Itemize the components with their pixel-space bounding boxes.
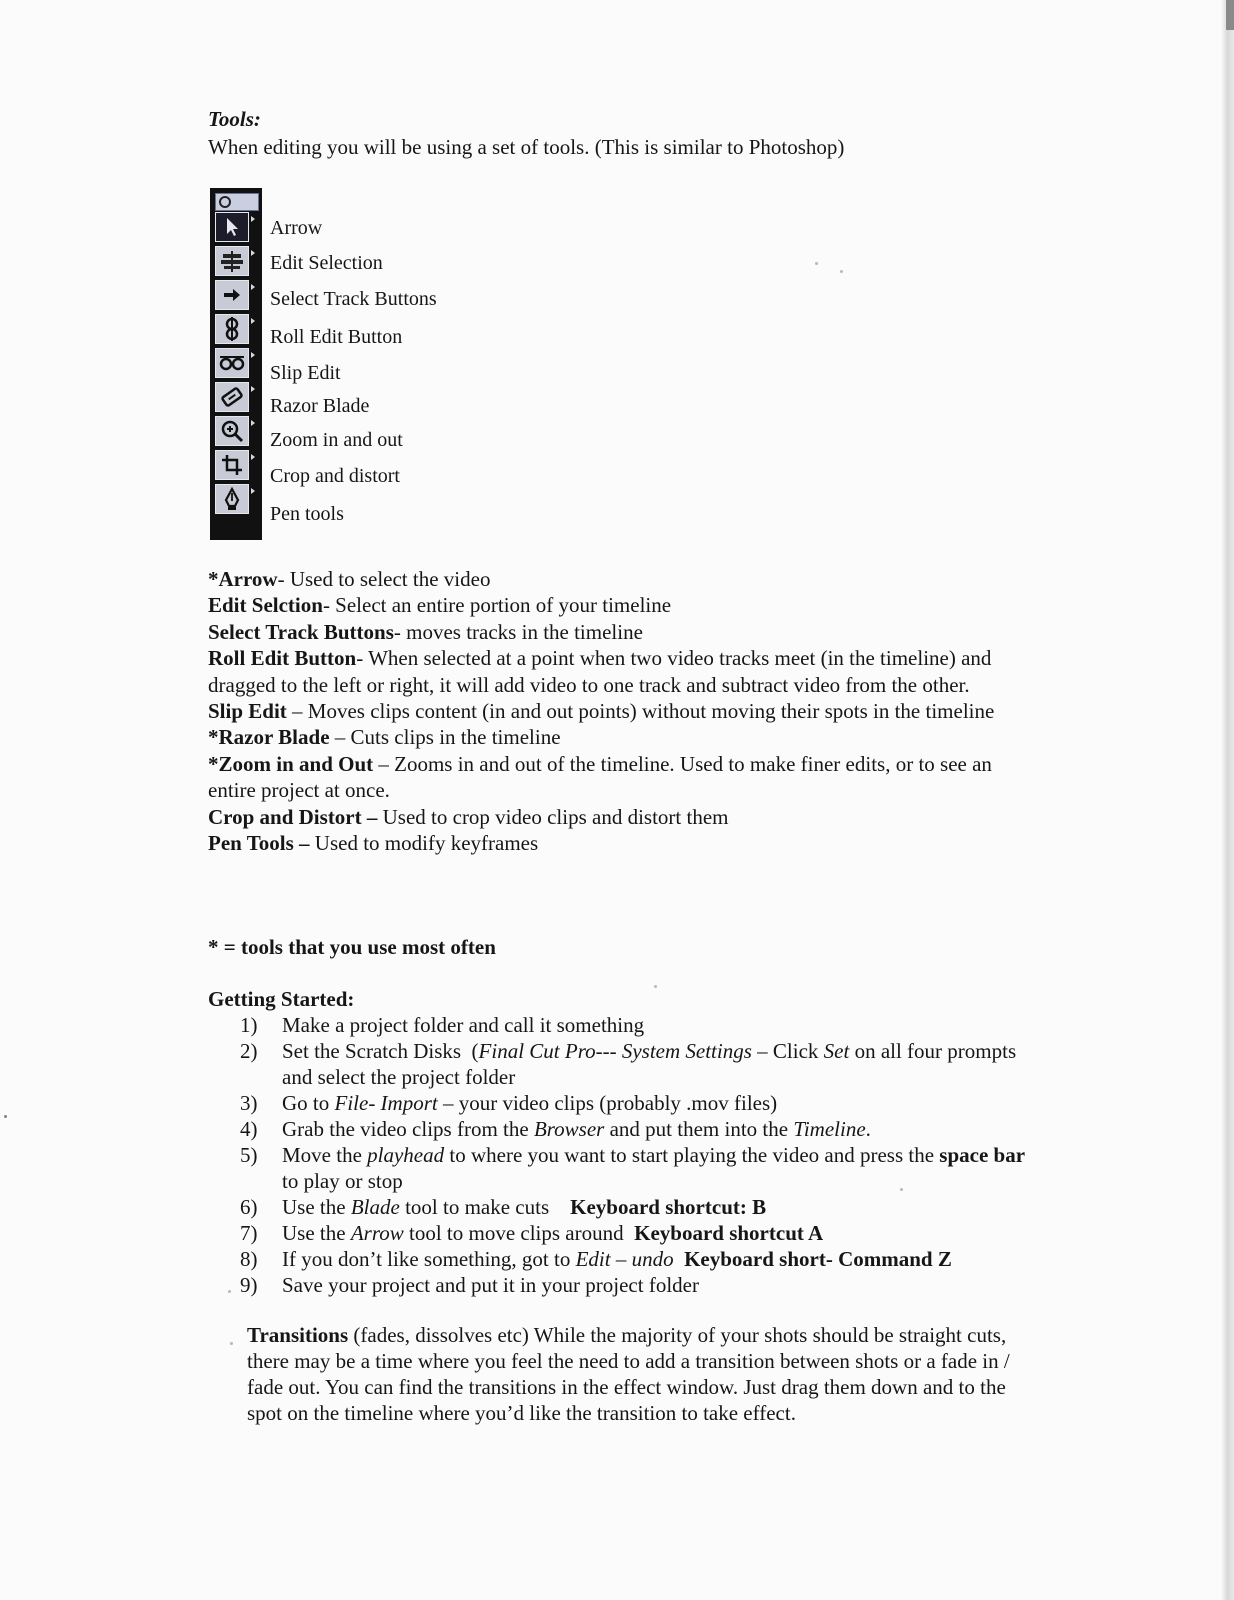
tool-label-pen: Pen tools — [270, 503, 344, 525]
step-number: 7) — [240, 1221, 258, 1245]
desc-razor-blade — [208, 724, 1038, 750]
desc-roll-edit — [208, 645, 1038, 698]
edit-selection-icon — [219, 249, 245, 273]
page-edge-shadow — [1220, 0, 1234, 1600]
tool-label-select-track: Select Track Buttons — [270, 288, 437, 310]
scan-speck — [815, 262, 818, 265]
tool-label-edit-selection: Edit Selection — [270, 252, 383, 274]
desc-term: Roll Edit Button — [208, 646, 357, 671]
step-text-run: – your video clips (probably .mov files) — [437, 1091, 778, 1115]
step-number: 8) — [240, 1247, 258, 1271]
step-item — [240, 1194, 1040, 1220]
zoom-icon — [219, 419, 245, 443]
tool-label-roll-edit: Roll Edit Button — [270, 326, 403, 348]
desc-text: – Zooms in and out of the timeline. Used to make finer edits, or to see an entire project at once. — [208, 751, 992, 803]
step-text-run: tool to move clips around — [403, 1221, 635, 1245]
step-text — [282, 1012, 1040, 1038]
step-text-run: Edit – undo — [575, 1247, 674, 1271]
scan-speck — [654, 985, 657, 988]
desc-zoom — [208, 751, 1038, 804]
desc-crop — [208, 804, 1038, 830]
arrow-tool-button[interactable] — [215, 212, 249, 242]
getting-started-steps — [240, 1012, 1040, 1298]
step-text-run: Final Cut Pro--- System Settings — [478, 1039, 752, 1063]
desc-text: – Cuts clips in the timeline — [329, 725, 561, 750]
slip-edit-tool-flag — [251, 352, 255, 358]
edit-selection-tool-button[interactable] — [215, 246, 249, 276]
desc-text: - Used to select the video — [277, 567, 491, 591]
roll-edit-tool-flag — [251, 318, 255, 324]
crop-tool-button[interactable] — [215, 450, 249, 480]
roll-edit-tool-button[interactable] — [215, 314, 249, 344]
step-text-run: Keyboard shortcut: B — [570, 1195, 767, 1219]
tool-descriptions — [208, 566, 1038, 856]
desc-term: Crop and Distort – — [208, 804, 378, 829]
step-text-run — [674, 1247, 685, 1271]
desc-select-track — [208, 619, 1038, 645]
step-text-run: Keyboard short- Command Z — [684, 1247, 952, 1271]
step-text-run: on all four prompts and select the project folder — [282, 1039, 1022, 1089]
step-item — [240, 1012, 1040, 1038]
page-corner-mark — [1226, 0, 1234, 30]
razor-blade-tool-flag — [251, 386, 255, 392]
step-text-run: and put them into the — [604, 1117, 794, 1141]
step-text-run: to where you want to start playing the video and press the — [444, 1143, 940, 1167]
zoom-tool-button[interactable] — [215, 416, 249, 446]
select-track-tool-flag — [251, 284, 255, 290]
tool-label-crop: Crop and distort — [270, 465, 400, 487]
pen-tool-button[interactable] — [215, 484, 249, 514]
desc-text: Used to crop video clips and distort them — [377, 804, 729, 829]
step-text-run: Browser — [533, 1117, 605, 1141]
step-text-run: – Click — [751, 1039, 824, 1063]
scan-speck — [840, 270, 843, 273]
transitions-term: Transitions — [247, 1323, 349, 1347]
scan-speck — [228, 1290, 231, 1293]
desc-term: *Razor Blade — [208, 725, 330, 750]
razor-blade-icon — [219, 385, 245, 409]
tool-label-arrow: Arrow — [270, 217, 323, 239]
palette-close-icon — [219, 196, 231, 208]
step-text — [282, 1038, 1040, 1090]
palette-title-bar — [215, 193, 259, 211]
step-item — [240, 1272, 1040, 1298]
tool-label-slip-edit: Slip Edit — [270, 362, 341, 384]
step-text-run: If you don’t like something, got to — [282, 1247, 576, 1271]
step-text-run: tool to make cuts — [399, 1195, 571, 1219]
step-item — [240, 1142, 1040, 1194]
step-text — [282, 1220, 1040, 1246]
step-text-run: File- Import — [334, 1091, 438, 1115]
step-text-run: Move the — [282, 1143, 368, 1167]
step-item — [240, 1090, 1040, 1116]
transitions-paragraph — [247, 1322, 1037, 1426]
slip-edit-icon — [219, 351, 245, 375]
desc-edit-selection — [208, 592, 1038, 618]
step-item — [240, 1038, 1040, 1090]
step-text-run: Keyboard shortcut A — [634, 1221, 824, 1245]
desc-term: Edit Selction — [208, 593, 323, 618]
crop-tool-flag — [251, 454, 255, 460]
step-text-run: Use the — [282, 1221, 351, 1245]
step-text — [282, 1142, 1040, 1194]
edit-selection-tool-flag — [251, 250, 255, 256]
slip-edit-tool-button[interactable] — [215, 348, 249, 378]
step-number: 3) — [240, 1091, 258, 1115]
step-text-run: to play or stop — [282, 1143, 1031, 1193]
step-item — [240, 1220, 1040, 1246]
step-text-run: Go to — [282, 1091, 335, 1115]
desc-text: - Select an entire portion of your timeline — [322, 593, 672, 618]
step-number: 4) — [240, 1117, 258, 1141]
step-text-run: space bar — [939, 1143, 1026, 1167]
step-text-run: Use the — [282, 1195, 351, 1219]
step-text-run: Set the Scratch Disks ( — [282, 1039, 479, 1063]
crop-icon — [219, 453, 245, 477]
tool-palette — [210, 188, 262, 540]
step-text — [282, 1116, 1040, 1142]
desc-term: *Zoom in and Out — [208, 751, 374, 776]
desc-term: *Arrow — [208, 567, 278, 591]
step-item — [240, 1246, 1040, 1272]
desc-term: Slip Edit — [208, 699, 287, 724]
arrow-icon — [219, 215, 245, 239]
step-number: 9) — [240, 1273, 258, 1297]
step-text-run: Make a project folder and call it something — [282, 1013, 645, 1037]
step-text-run: . — [865, 1117, 871, 1141]
tools-intro: When editing you will be using a set of tools. (This is similar to Photoshop) — [208, 135, 845, 159]
scan-speck — [230, 1342, 233, 1345]
step-number: 2) — [240, 1039, 258, 1063]
step-text — [282, 1246, 1040, 1272]
select-track-icon — [219, 283, 245, 307]
razor-blade-tool-button[interactable] — [215, 382, 249, 412]
desc-term: Pen Tools – — [208, 831, 310, 856]
scan-speck — [4, 1115, 7, 1118]
desc-text: Used to modify keyframes — [309, 831, 539, 856]
step-text-run: playhead — [367, 1143, 445, 1167]
step-text-run: Arrow — [350, 1221, 404, 1245]
desc-text: - moves tracks in the timeline — [393, 619, 643, 644]
step-number: 5) — [240, 1143, 258, 1167]
step-number: 6) — [240, 1195, 258, 1219]
arrow-tool-flag — [251, 216, 255, 222]
pen-icon — [219, 487, 245, 511]
desc-text: – Moves clips content (in and out points) without moving their spots in the timeline — [286, 699, 995, 724]
step-text-run: Blade — [350, 1195, 400, 1219]
roll-edit-icon — [219, 317, 245, 341]
tool-label-razor-blade: Razor Blade — [270, 395, 370, 417]
step-text-run: Timeline — [793, 1117, 866, 1141]
step-item — [240, 1116, 1040, 1142]
select-track-tool-button[interactable] — [215, 280, 249, 310]
most-used-legend: * = tools that you use most often — [208, 935, 496, 959]
pen-tool-flag — [251, 488, 255, 494]
step-text — [282, 1272, 1040, 1298]
transitions-text: (fades, dissolves etc) While the majority of your shots should be straight cuts, there may be a time where you feel the need to add a transition between shots or a fade in / fade out. You can find the transitions in the effect window. Just drag them down and to the spot on the timeline where you’d like the transition to take effect. — [247, 1323, 1010, 1425]
step-text — [282, 1090, 1040, 1116]
getting-started-heading: Getting Started: — [208, 987, 355, 1011]
desc-slip-edit — [208, 698, 1038, 724]
step-text — [282, 1194, 1040, 1220]
desc-pen — [208, 830, 1038, 856]
desc-text: - When selected at a point when two video tracks meet (in the timeline) and dragged to the left or right, it will add video to one track and subtract video from the other. — [208, 646, 992, 697]
step-number: 1) — [240, 1013, 258, 1037]
tool-label-zoom: Zoom in and out — [270, 429, 403, 451]
step-text-run: Set — [823, 1039, 850, 1063]
step-text-run: Save your project and put it in your project folder — [282, 1273, 699, 1297]
tools-heading: Tools: — [208, 107, 261, 131]
step-text-run: Grab the video clips from the — [282, 1117, 534, 1141]
zoom-tool-flag — [251, 420, 255, 426]
desc-term: Select Track Buttons — [208, 619, 394, 644]
desc-arrow — [208, 566, 1038, 592]
